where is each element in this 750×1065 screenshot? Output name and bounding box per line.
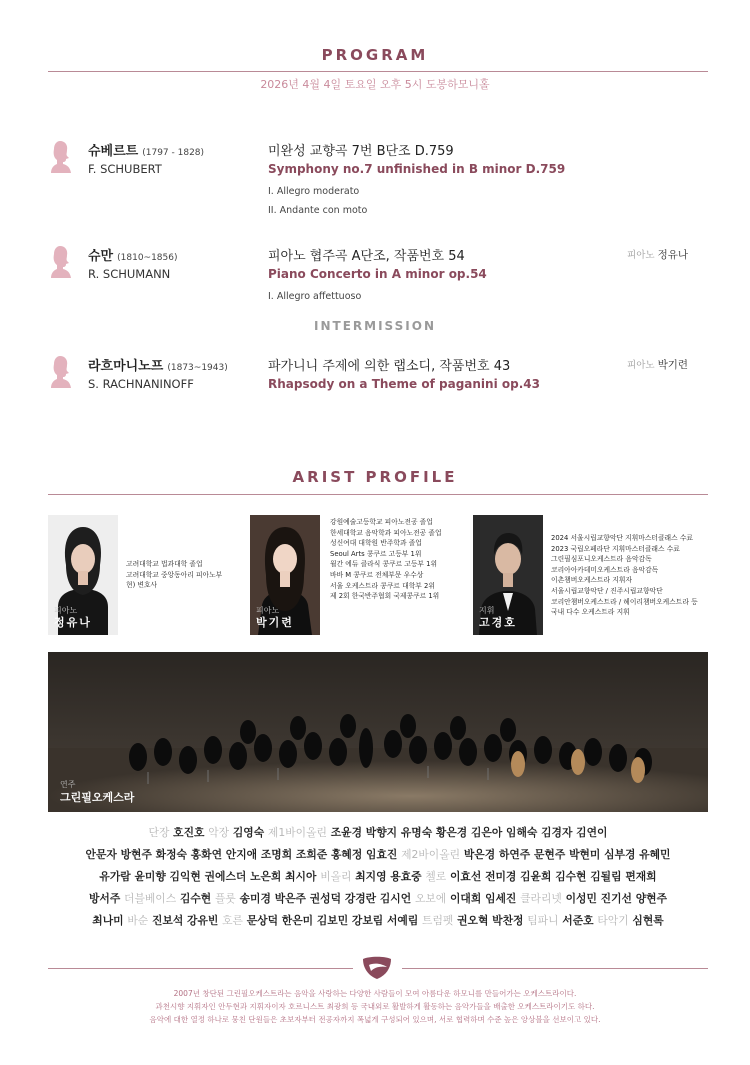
- artist-bio: 2024 서울시립교향악단 지휘마스터클래스 수료 2023 국립오페라단 지휘마스터클래스 수료 그린필심포니오케스트라 음악감독 코리아아카데미오케스트라 음악감독 이촌챔버오케스트라 지휘자 서울시립교향악단 / 진주시립교향악단 코리안챔버오케스트라 / 헤이리챔버오케스트라 등 국내 다수 오케스트라 지휘: [551, 534, 698, 617]
- member-name: 문상덕: [246, 914, 279, 927]
- member-name: 안문자: [85, 848, 117, 861]
- member-row: [48, 844, 708, 866]
- artist-photo: [250, 515, 320, 635]
- section-label: 단장: [148, 826, 170, 839]
- section-label: 제2바이올린: [401, 848, 461, 861]
- member-name: 송미경: [239, 892, 271, 905]
- member-name: 김영숙: [232, 826, 265, 839]
- member-name: 윤미향: [134, 870, 166, 883]
- member-name: 조명희: [260, 848, 293, 861]
- artist-name: 정유나: [54, 616, 92, 629]
- member-name: 홍혜정: [330, 848, 363, 861]
- section-label: 오보에: [414, 892, 447, 905]
- work-title-en: Rhapsody on a Theme of paganini op.43: [268, 377, 540, 391]
- composer-name-ko: 슈만 (1810~1856): [88, 249, 178, 264]
- member-name: 박찬정: [492, 914, 524, 927]
- work-title-en: Piano Concerto in A minor op.54: [268, 267, 487, 281]
- composer-name-en: S. RACHNANINOFF: [88, 377, 194, 391]
- member-name: 이효선: [450, 870, 482, 883]
- member-name: 진기선: [600, 892, 632, 905]
- artist-role: 지휘: [479, 606, 495, 615]
- section-label: 악장: [208, 826, 230, 839]
- member-name: 김은아: [470, 826, 503, 839]
- member-name: 김보민: [316, 914, 349, 927]
- member-name: 조윤경: [330, 826, 363, 839]
- artist-photo: [48, 515, 118, 635]
- artist-card-jeong-yuna: [48, 515, 248, 635]
- member-name: 유명숙: [400, 826, 433, 839]
- artist-card-park-giryeon: [250, 515, 465, 635]
- program-date-venue: 2026년 4월 4일 토요일 오후 5시 도봉하모니홀: [260, 78, 490, 91]
- member-name: 임세진: [485, 892, 517, 905]
- member-name: 김익현: [169, 870, 201, 883]
- work-title-en: Symphony no.7 unfinished in B minor D.759: [268, 162, 566, 176]
- composer-name-ko: 라흐마니노프 (1873~1943): [88, 359, 228, 374]
- orchestra-stage-image: [48, 652, 708, 812]
- program-item-schubert: [48, 140, 708, 220]
- member-name: 한은미: [281, 914, 314, 927]
- section-label: 더블베이스: [124, 892, 177, 905]
- member-name: 심부경: [604, 848, 636, 861]
- composer-name-en: F. SCHUBERT: [88, 162, 162, 176]
- section-label: 플룻: [215, 892, 236, 905]
- member-name: 박현미: [569, 848, 601, 861]
- section-label: 팀파니: [527, 914, 559, 927]
- member-name: 최시아: [285, 870, 317, 883]
- composer-years: (1873~1943): [167, 363, 228, 373]
- artist-name: 고경호: [479, 616, 517, 629]
- member-name: 박은경: [463, 848, 496, 861]
- member-name: 홍화연: [190, 848, 222, 861]
- movement: I. Allegro affettuoso: [268, 291, 362, 302]
- section-label: 첼로: [425, 870, 447, 883]
- member-name: 임효진: [366, 848, 398, 861]
- member-name: 박은주: [274, 892, 306, 905]
- composer-bust-icon: [48, 355, 72, 389]
- footer-text-line: 2007년 창단된 그린필오케스트라는 음악을 사랑하는 다양한 사람들이 모여 아름다운 하모니를 만들어가는 오케스트라이다.: [173, 989, 577, 998]
- member-name: 최나미: [92, 914, 124, 927]
- artist-card-go-gyeongho: [473, 515, 708, 635]
- section-label: 바순: [127, 914, 149, 927]
- member-name: 하연주: [498, 848, 531, 861]
- member-row: [48, 866, 708, 888]
- member-row: [48, 888, 708, 910]
- member-row: [48, 822, 708, 844]
- composer-name-ko: 슈베르트 (1797 - 1828): [88, 144, 205, 159]
- intermission-label: INTERMISSION: [314, 319, 436, 333]
- member-name: 강보림: [351, 914, 384, 927]
- member-name: 박향지: [365, 826, 398, 839]
- member-name: 김수현: [555, 870, 587, 883]
- section-label: 제1바이올린: [267, 826, 327, 839]
- section-label: 비올리: [320, 870, 352, 883]
- orchestra-name: 그린필오케스라: [60, 791, 135, 804]
- artist-photo: [473, 515, 543, 635]
- work-title-ko: 미완성 교향곡 7번 B단조 D.759: [268, 144, 454, 159]
- orchestra-member-list: [48, 822, 708, 932]
- member-name: 최지영: [355, 870, 387, 883]
- movement: I. Allegro moderato: [268, 186, 360, 197]
- profile-title: ARIST PROFILE: [292, 468, 458, 486]
- member-name: 이대희: [450, 892, 482, 905]
- member-name: 전미경: [485, 870, 517, 883]
- profile-rule: [48, 494, 708, 495]
- artist-bio: 고려대학교 법과대학 졸업 고려대학교 중앙동아리 피아노부 현) 변호사: [126, 560, 223, 590]
- member-name: 용효중: [390, 870, 422, 883]
- member-name: 유혜민: [639, 848, 671, 861]
- footer-text-line: 과천시향 지휘자인 안두현과 지휘자이자 호르니스트 최광희 등 국내외로 활발하게 활동하는 음악가들을 배출한 오케스트라이기도 하다.: [155, 1002, 595, 1011]
- program-rule: [48, 71, 708, 72]
- footer-rule-right: [402, 968, 708, 969]
- work-title-ko: 피아노 협주곡 A단조, 작품번호 54: [268, 249, 465, 264]
- member-name: 황은경: [435, 826, 468, 839]
- member-row: [48, 910, 708, 932]
- work-title-ko: 파가니니 주제에 의한 랩소디, 작품번호 43: [268, 359, 511, 374]
- member-name: 김연이: [576, 826, 608, 839]
- member-name: 김수현: [179, 892, 212, 905]
- composer-years: (1797 - 1828): [142, 148, 205, 158]
- member-name: 심현록: [632, 914, 664, 927]
- composer-years: (1810~1856): [117, 253, 178, 263]
- member-name: 서예림: [386, 914, 419, 927]
- member-name: 권성덕: [309, 892, 342, 905]
- section-label: 클라리넷: [520, 892, 562, 905]
- artist-bio: 강원예술고등학교 피아노전공 졸업 한세대학교 음악학과 피아노전공 졸업 성신여대 대학원 반주학과 졸업 Seoul Arts 콩쿠르 고등부 1위 월간 에듀 클라식 콩쿠르 고등부 1위 바바 M 콩쿠르 전체부문 우수상 서울 오케스트라 콩쿠르 대학부 2위 제 2회 한국반주협회 국제콩쿠르 1위: [330, 518, 442, 601]
- member-name: 권에스더: [204, 870, 247, 883]
- footer-text-line: 음악에 대한 열정 하나로 뭉친 단원들은 초보자부터 전공자까지 폭넓게 구성되어 있으며, 서로 협력하며 수준 높은 앙상블을 선보이고 있다.: [149, 1015, 601, 1024]
- member-name: 김될림: [590, 870, 622, 883]
- member-name: 문현주: [534, 848, 566, 861]
- member-name: 김시언: [379, 892, 412, 905]
- member-name: 편재희: [625, 870, 657, 883]
- section-label: 타악기: [597, 914, 629, 927]
- composer-bust-icon: [48, 245, 72, 279]
- member-name: 노은희: [250, 870, 282, 883]
- member-name: 유가람: [99, 870, 131, 883]
- member-name: 진보석: [151, 914, 184, 927]
- member-name: 방현주: [120, 848, 152, 861]
- member-name: 이성민: [565, 892, 597, 905]
- artist-role: 피아노: [54, 606, 78, 615]
- orchestra-photo: [48, 652, 708, 812]
- program-item-schumann: [48, 245, 708, 305]
- member-name: 조희준: [295, 848, 328, 861]
- member-name: 안지애: [225, 848, 258, 861]
- member-name: 화정숙: [155, 848, 187, 861]
- orchestra-role: 연주: [60, 780, 76, 789]
- orchestra-logo-icon: [361, 955, 393, 981]
- program-item-rachmaninoff: [48, 355, 708, 400]
- artist-role: 피아노: [256, 606, 280, 615]
- composer-bust-icon: [48, 140, 72, 174]
- member-name: 임해숙: [506, 826, 538, 839]
- section-label: 트럼펫: [422, 914, 454, 927]
- member-name: 권오혁: [457, 914, 489, 927]
- section-label: 호른: [222, 914, 243, 927]
- member-name: 서준호: [562, 914, 594, 927]
- movement: II. Andante con moto: [268, 205, 368, 216]
- artist-name: 박기련: [256, 616, 294, 629]
- member-name: 강경란: [344, 892, 377, 905]
- footer-rule-left: [48, 968, 353, 969]
- soloist: 피아노 정유나: [627, 249, 688, 261]
- member-name: 호진호: [173, 826, 205, 839]
- program-title: PROGRAM: [321, 46, 429, 64]
- member-name: 방서주: [88, 892, 121, 905]
- composer-name-en: R. SCHUMANN: [88, 267, 171, 281]
- member-name: 김윤희: [520, 870, 552, 883]
- member-name: 강유빈: [187, 914, 219, 927]
- soloist: 피아노 박기련: [627, 359, 688, 371]
- member-name: 양현주: [635, 892, 668, 905]
- member-name: 김경자: [541, 826, 573, 839]
